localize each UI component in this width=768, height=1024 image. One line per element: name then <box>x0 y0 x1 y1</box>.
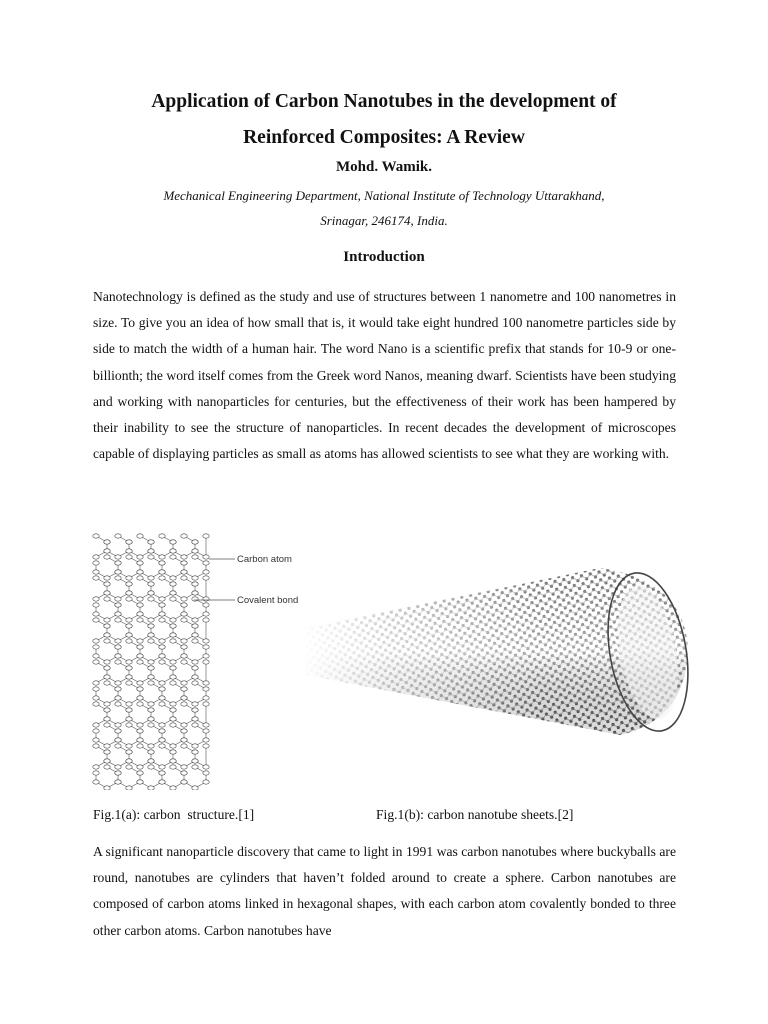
lattice-atoms <box>93 534 209 790</box>
paragraph-intro: Nanotechnology is defined as the study and use of structures between 1 nanometre and 100 nanometres in size. To give you an idea of how small that is, it would take eight hundred 100 nanometre particles side by side to match the width of a human hair. The word Nano is a scientific prefix that stands for 10-9 or one-billionth; the word itself comes from the Greek word Nanos, meaning dwarf. Scientists have been studying and working with nanoparticles for centuries, but the effectiveness of their work has been hampered by their inability to see the structure of nanoparticles. In recent decades the development of microscopes capable of displaying particles as small as atoms has allowed scientists to see what they are working with. <box>93 289 676 462</box>
title-line-1: Application of Carbon Nanotubes in the development of <box>151 91 617 112</box>
author-name: Mohd. Wamik. <box>336 159 432 175</box>
title-line-2: Reinforced Composites: A Review <box>243 127 525 148</box>
figure-carbon-structure <box>90 528 330 790</box>
figure-nanotube <box>300 560 690 760</box>
graphene-lattice <box>93 534 209 790</box>
figure-a-caption: Fig.1(a): carbon structure.[1] <box>93 807 255 822</box>
affiliation-line-2: Srinagar, 246174, India. <box>320 213 448 228</box>
figure-b-caption: Fig.1(b): carbon nanotube sheets.[2] <box>376 807 574 822</box>
paper-title <box>60 84 708 156</box>
nanotube-body <box>300 560 690 760</box>
affiliation-line-1: Mechanical Engineering Department, National Institute of Technology Uttarakhand, <box>163 188 605 203</box>
covalent-bond-label: Covalent bond <box>237 595 299 606</box>
carbon-atom-label: Carbon atom <box>237 554 292 565</box>
paragraph-nanotubes: A significant nanoparticle discovery that came to light in 1991 was carbon nanotubes where buckyballs are round, nanotubes are cylinders that haven’t folded around to create a sphere. Carbon nanotubes are composed of carbon atoms linked in hexagonal shapes, with each carbon atom covalently bonded to three other carbon atoms. Carbon nanotubes have <box>93 844 676 938</box>
affiliation <box>60 183 708 233</box>
section-heading: Introduction <box>343 249 425 265</box>
